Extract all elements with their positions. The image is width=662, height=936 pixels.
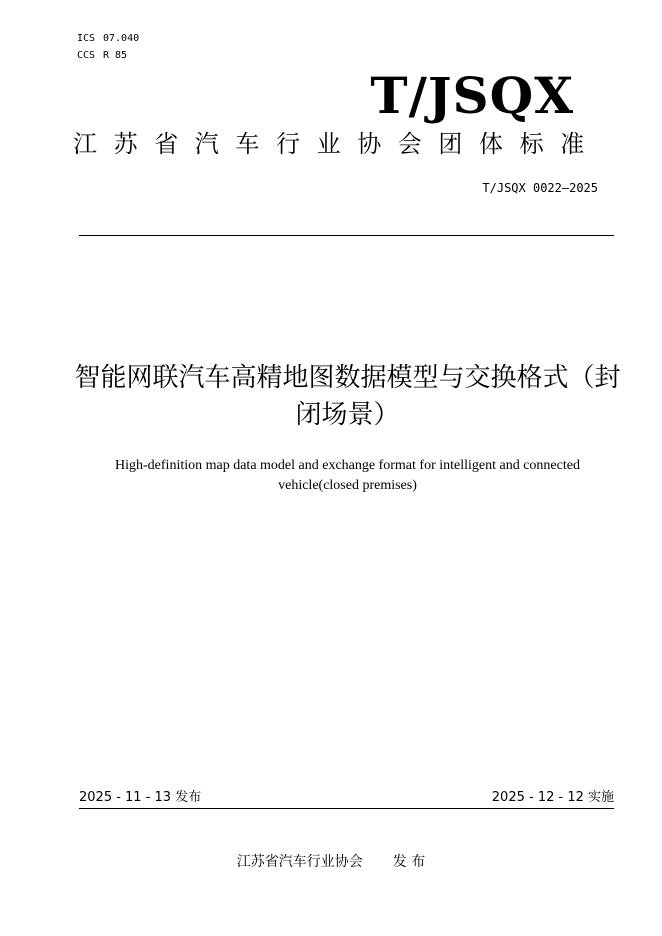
ccs-label: CCS [77,50,96,61]
issuer-action: 发 布 [392,854,426,870]
ics-classification [77,33,139,45]
english-title: High-definition map data model and exchange format for intelligent and connected vehicle(closed premises) [115,458,580,493]
organization-standard-title: 江苏省汽车行业协会团体标准 [73,130,601,158]
ccs-value: R 85 [103,50,128,61]
standard-number: T/JSQX 0022—2025 [482,181,598,195]
standard-logo: T/JSQX [370,66,574,125]
ics-label: ICS [77,33,96,44]
ccs-classification [77,50,127,62]
chinese-title: 智能网联汽车高精地图数据模型与交换格式（封闭场景） [74,363,621,430]
footer-divider [79,808,614,809]
ics-value: 07.040 [103,33,140,44]
issuer-name: 江苏省汽车行业协会 [236,854,363,870]
issuer-line [0,853,662,871]
header-divider [79,235,614,236]
implement-date: 2025 - 12 - 12 实施 [491,790,614,805]
publish-date: 2025 - 11 - 13 发布 [79,790,202,805]
